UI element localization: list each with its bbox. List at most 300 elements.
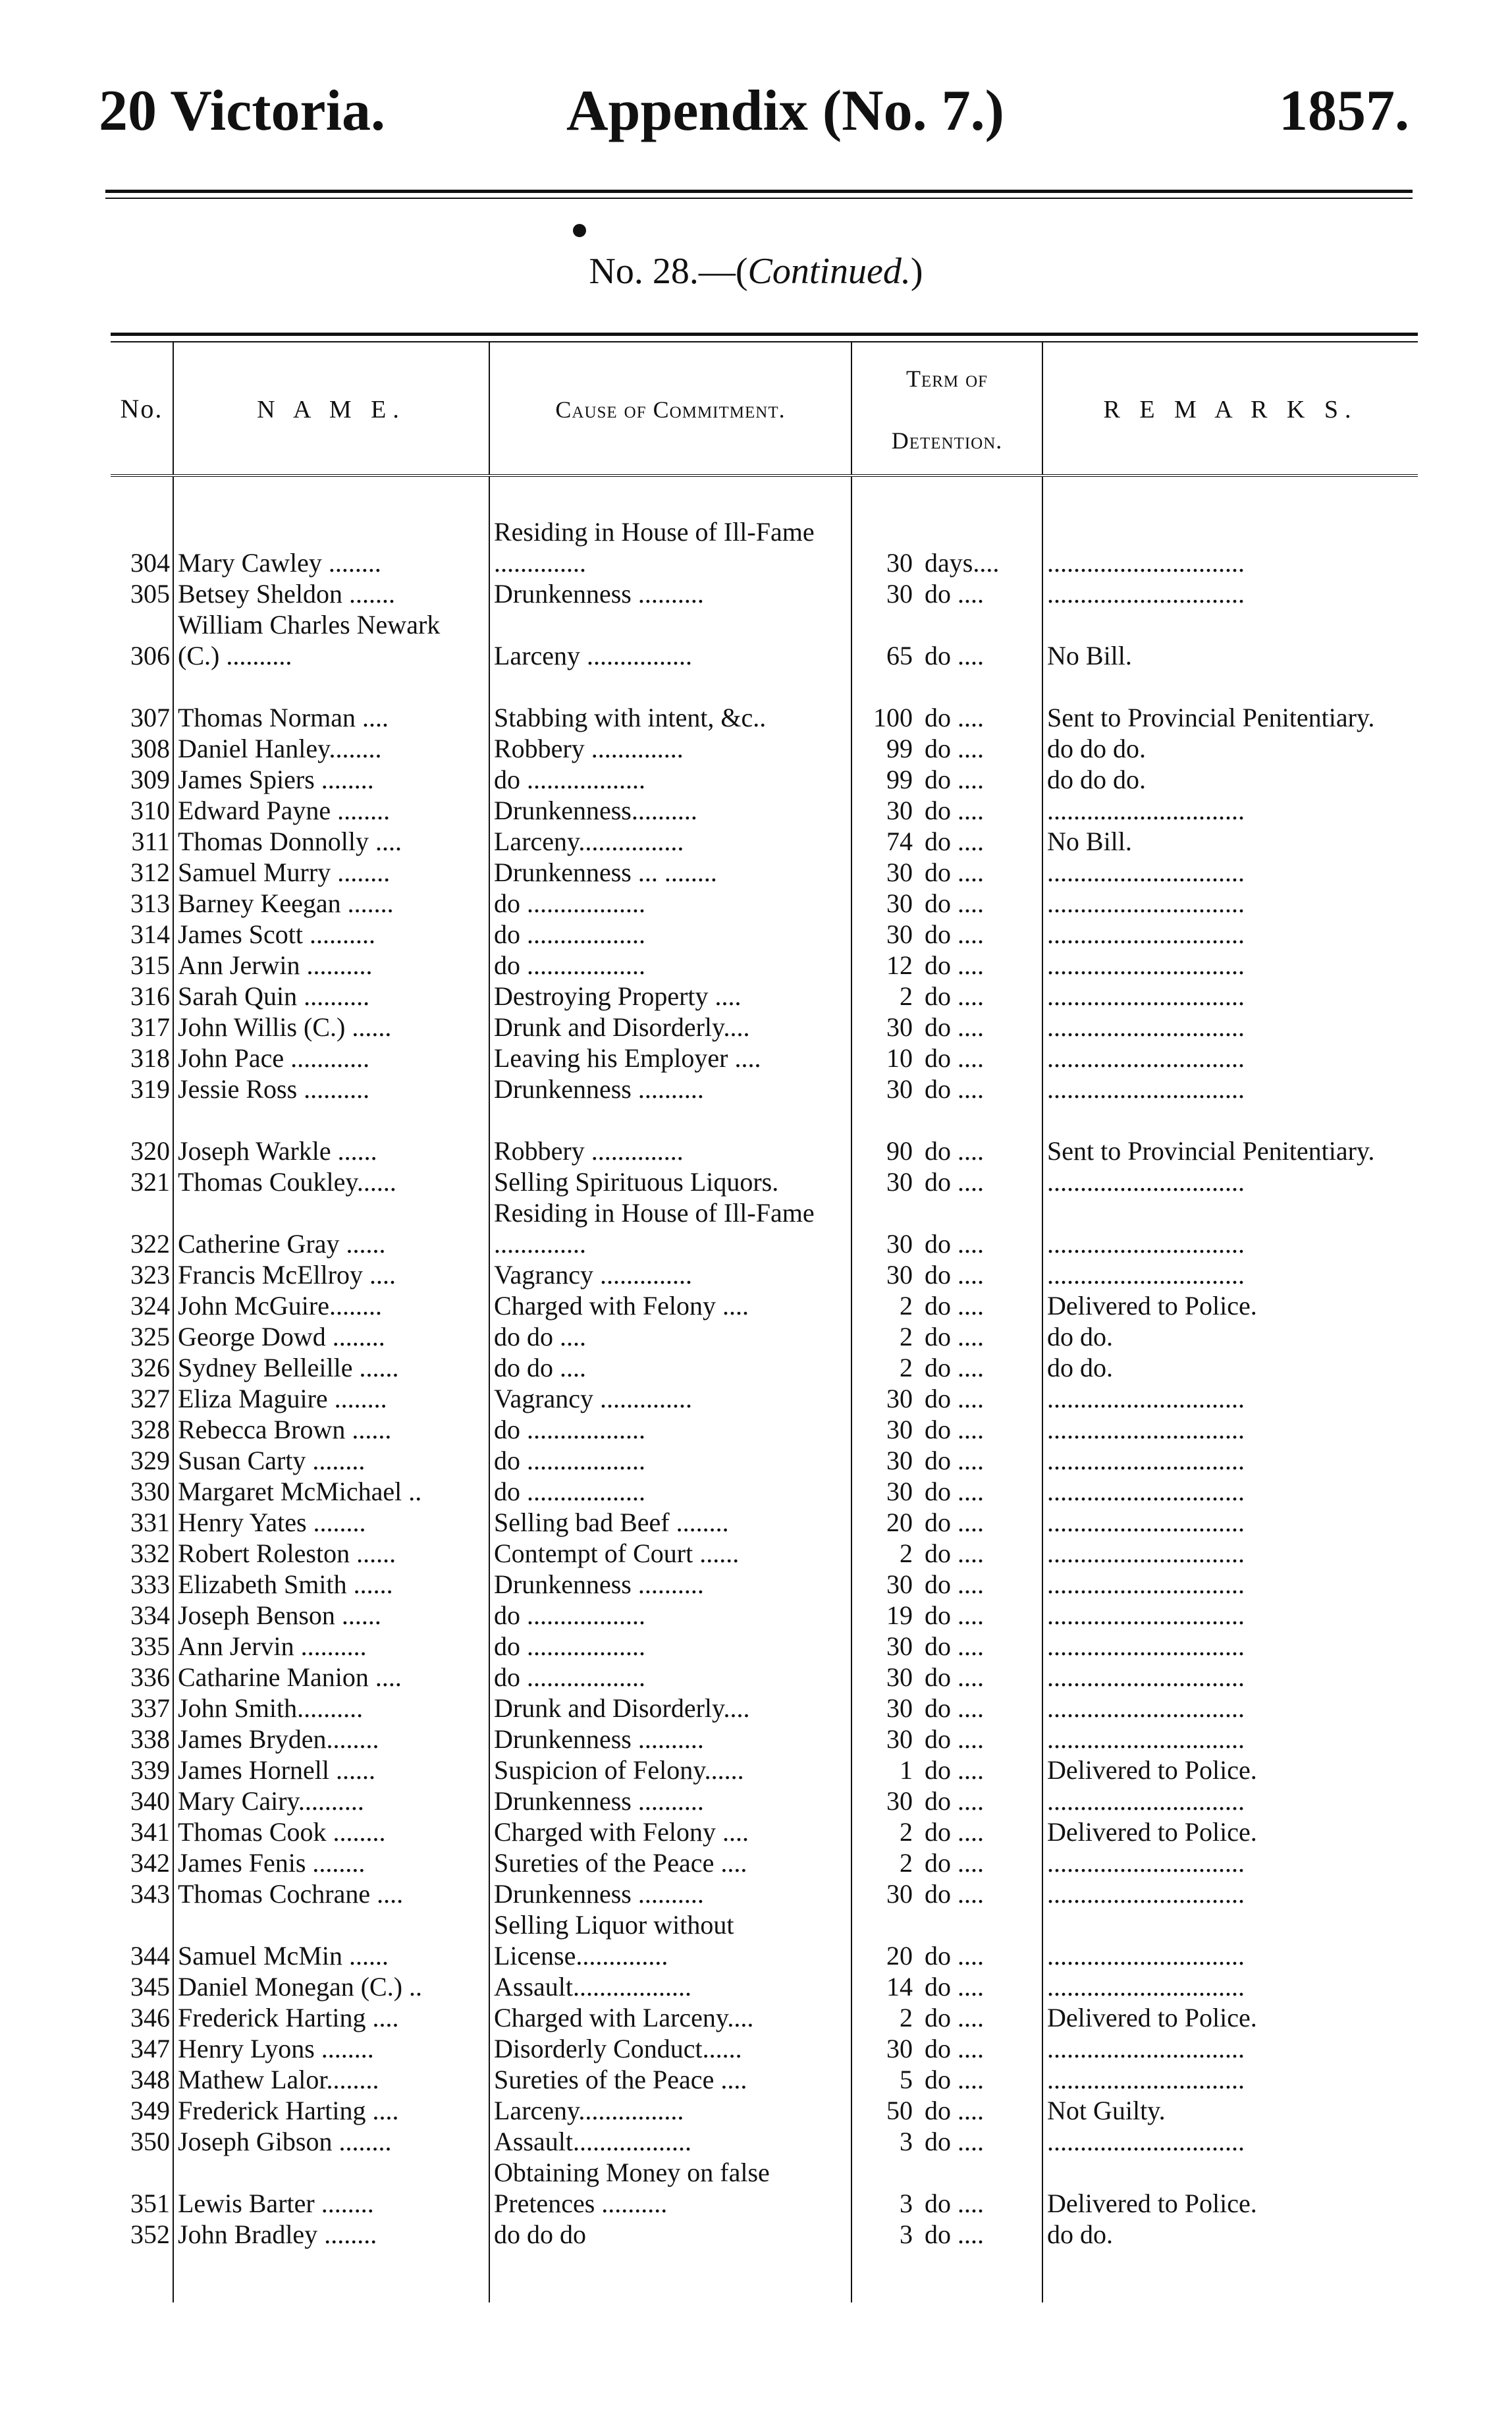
row-name: James Spiers ........ <box>173 764 489 795</box>
row-number: 325 <box>111 1321 173 1352</box>
table-row <box>111 1104 1418 1166</box>
row-number: 347 <box>111 2033 173 2064</box>
term-unit: do .... <box>925 796 984 825</box>
term-value: 30 <box>886 548 913 578</box>
row-name: Joseph Gibson ........ <box>173 2126 489 2157</box>
row-name: Samuel McMin ...... <box>173 1909 489 1971</box>
row-term <box>851 1755 1042 1785</box>
term-unit: do .... <box>925 2096 984 2125</box>
row-name: John Bradley ........ <box>173 2219 489 2250</box>
row-number: 346 <box>111 2002 173 2033</box>
row-number: 315 <box>111 950 173 981</box>
term-value: 2 <box>900 1353 913 1382</box>
row-remarks: Delivered to Police. <box>1047 1755 1257 1785</box>
term-value: 30 <box>886 1415 913 1444</box>
term-value: 30 <box>886 1477 913 1506</box>
row-remarks: .............................. <box>1047 1724 1245 1754</box>
term-unit: do .... <box>925 1167 984 1197</box>
row-name: Samuel Murry ........ <box>173 857 489 888</box>
term-unit: do .... <box>925 919 984 949</box>
row-name: Henry Lyons ........ <box>173 2033 489 2064</box>
row-cause: Drunkenness .......... <box>489 1878 851 1909</box>
row-cause: Drunkenness .......... <box>489 1724 851 1755</box>
row-term <box>851 888 1042 919</box>
term-value: 30 <box>886 1724 913 1754</box>
row-name: Barney Keegan ....... <box>173 888 489 919</box>
row-term <box>851 1074 1042 1104</box>
row-cause: Destroying Property .... <box>489 981 851 1012</box>
row-cause: Larceny................ <box>489 826 851 857</box>
row-remarks: .............................. <box>1047 1662 1245 1692</box>
row-term <box>851 795 1042 826</box>
term-value: 20 <box>886 1508 913 1537</box>
row-cause: Vagrancy .............. <box>489 1259 851 1290</box>
row-remarks: .............................. <box>1047 1415 1245 1444</box>
term-unit: do .... <box>925 1941 984 1971</box>
term-value: 3 <box>900 2127 913 2156</box>
row-number: 339 <box>111 1755 173 1785</box>
row-remarks: Delivered to Police. <box>1047 2189 1257 2218</box>
row-name: Daniel Hanley........ <box>173 733 489 764</box>
row-remarks: do do. <box>1047 1322 1113 1351</box>
row-name: Francis McEllroy .... <box>173 1259 489 1290</box>
row-remarks: .............................. <box>1047 1848 1245 1878</box>
row-name: Thomas Donnolly .... <box>173 826 489 857</box>
row-remarks: .............................. <box>1047 888 1245 918</box>
row-term <box>851 1352 1042 1383</box>
table-row <box>111 857 1418 888</box>
col-header-name: N A M E. <box>173 342 489 476</box>
row-number: 321 <box>111 1166 173 1197</box>
spacer-cell <box>1042 2250 1418 2302</box>
row-term <box>851 2126 1042 2157</box>
row-term <box>851 1321 1042 1352</box>
term-unit: do .... <box>925 1415 984 1444</box>
row-remarks: .............................. <box>1047 1631 1245 1661</box>
term-value: 2 <box>900 1538 913 1568</box>
table-row <box>111 476 1418 578</box>
table-row <box>111 1847 1418 1878</box>
row-name: George Dowd ........ <box>173 1321 489 1352</box>
table-row <box>111 1662 1418 1693</box>
row-number: 343 <box>111 1878 173 1909</box>
term-unit: do .... <box>925 1786 984 1816</box>
table-row <box>111 1878 1418 1909</box>
row-remarks: .............................. <box>1047 1879 1245 1909</box>
term-unit: do .... <box>925 981 984 1011</box>
row-cause: Charged with Larceny.... <box>489 2002 851 2033</box>
row-name: Thomas Coukley...... <box>173 1166 489 1197</box>
row-name: Eliza Maguire ........ <box>173 1383 489 1414</box>
row-cause: Drunk and Disorderly.... <box>489 1693 851 1724</box>
term-unit: do .... <box>925 2065 984 2094</box>
table-row <box>111 1074 1418 1104</box>
row-number: 322 <box>111 1197 173 1259</box>
term-value: 30 <box>886 1693 913 1723</box>
term-unit: do .... <box>925 1879 984 1909</box>
row-number: 336 <box>111 1662 173 1693</box>
table-row <box>111 1259 1418 1290</box>
header-appendix: Appendix (No. 7.) <box>566 79 1004 143</box>
row-name: Rebecca Brown ...... <box>173 1414 489 1445</box>
term-value: 19 <box>886 1600 913 1630</box>
table-row <box>111 1352 1418 1383</box>
row-remarks: .............................. <box>1047 1012 1245 1042</box>
row-name: Frederick Harting .... <box>173 2095 489 2126</box>
row-remarks: .............................. <box>1047 1043 1245 1073</box>
term-unit: do .... <box>925 827 984 856</box>
term-value: 12 <box>886 950 913 980</box>
term-unit: days.... <box>925 548 1000 578</box>
row-number: 348 <box>111 2064 173 2095</box>
row-remarks: .............................. <box>1047 981 1245 1011</box>
row-remarks: .............................. <box>1047 548 1245 578</box>
row-term <box>851 578 1042 609</box>
table-row <box>111 1414 1418 1445</box>
row-name: James Scott .......... <box>173 919 489 950</box>
row-term <box>851 1476 1042 1507</box>
row-term <box>851 476 1042 578</box>
term-unit: do .... <box>925 1074 984 1104</box>
row-cause: Contempt of Court ...... <box>489 1538 851 1569</box>
row-cause: Selling Liquor without License.............. <box>489 1909 851 1971</box>
table-row <box>111 1043 1418 1074</box>
term-unit: do .... <box>925 1569 984 1599</box>
term-unit: do .... <box>925 1136 984 1166</box>
row-remarks: .............................. <box>1047 1972 1245 2001</box>
table-row <box>111 1693 1418 1724</box>
row-term <box>851 2095 1042 2126</box>
term-value: 30 <box>886 1569 913 1599</box>
row-cause: Selling bad Beef ........ <box>489 1507 851 1538</box>
row-number: 311 <box>111 826 173 857</box>
row-cause: Charged with Felony .... <box>489 1816 851 1847</box>
term-value: 14 <box>886 1972 913 2001</box>
row-name: Elizabeth Smith ...... <box>173 1569 489 1600</box>
row-remarks: .............................. <box>1047 1600 1245 1630</box>
term-unit: do .... <box>925 1600 984 1630</box>
row-name: John Willis (C.) ...... <box>173 1012 489 1043</box>
row-number: 331 <box>111 1507 173 1538</box>
row-number: 304 <box>111 476 173 578</box>
row-cause: do .................. <box>489 1631 851 1662</box>
header-rule-thick <box>105 190 1413 193</box>
row-name: John Smith.......... <box>173 1693 489 1724</box>
row-cause: Residing in House of Ill-Fame .............. <box>489 1197 851 1259</box>
row-number: 335 <box>111 1631 173 1662</box>
row-remarks: .............................. <box>1047 1538 1245 1568</box>
table-row <box>111 671 1418 733</box>
row-term <box>851 2033 1042 2064</box>
row-remarks: do do. <box>1047 1353 1113 1382</box>
row-number: 328 <box>111 1414 173 1445</box>
col-header-no: No. <box>111 342 173 476</box>
spacer-cell <box>173 2250 489 2302</box>
row-name: Susan Carty ........ <box>173 1445 489 1476</box>
term-value: 30 <box>886 1384 913 1413</box>
table-row <box>111 1507 1418 1538</box>
row-name: Mathew Lalor........ <box>173 2064 489 2095</box>
term-value: 20 <box>886 1941 913 1971</box>
row-term <box>851 2157 1042 2219</box>
row-term <box>851 1197 1042 1259</box>
row-cause: Larceny................ <box>489 2095 851 2126</box>
header-session: 20 Victoria. <box>99 79 386 143</box>
term-value: 30 <box>886 1879 913 1909</box>
term-unit: do .... <box>925 888 984 918</box>
table-row <box>111 1631 1418 1662</box>
col-header-remarks: R E M A R K S. <box>1042 342 1418 476</box>
term-unit: do .... <box>925 1538 984 1568</box>
term-value: 30 <box>886 1631 913 1661</box>
row-term <box>851 1290 1042 1321</box>
term-value: 2 <box>900 1291 913 1320</box>
row-term <box>851 1259 1042 1290</box>
row-remarks: .............................. <box>1047 796 1245 825</box>
row-cause: do .................. <box>489 1662 851 1693</box>
term-unit: do .... <box>925 1477 984 1506</box>
table-row <box>111 2002 1418 2033</box>
row-number: 350 <box>111 2126 173 2157</box>
term-unit: do .... <box>925 1662 984 1692</box>
row-remarks: .............................. <box>1047 2034 1245 2063</box>
row-remarks: .............................. <box>1047 950 1245 980</box>
table-row <box>111 1755 1418 1785</box>
term-value: 100 <box>873 703 913 732</box>
row-term <box>851 1909 1042 1971</box>
row-cause: Disorderly Conduct...... <box>489 2033 851 2064</box>
row-cause: Robbery .............. <box>489 733 851 764</box>
term-value: 2 <box>900 1848 913 1878</box>
row-remarks: .............................. <box>1047 919 1245 949</box>
row-cause: Vagrancy .............. <box>489 1383 851 1414</box>
row-remarks: No Bill. <box>1047 827 1132 856</box>
term-value: 30 <box>886 919 913 949</box>
row-term <box>851 1569 1042 1600</box>
row-name: Sarah Quin .......... <box>173 981 489 1012</box>
term-unit: do .... <box>925 858 984 887</box>
row-remarks: .............................. <box>1047 1167 1245 1197</box>
row-term <box>851 1878 1042 1909</box>
row-cause: Drunkenness .......... <box>489 1074 851 1104</box>
table-row <box>111 1290 1418 1321</box>
term-unit: do .... <box>925 1848 984 1878</box>
row-cause: Drunkenness .......... <box>489 578 851 609</box>
row-remarks: No Bill. <box>1047 641 1132 670</box>
row-cause: do .................. <box>489 1414 851 1445</box>
row-cause: Stabbing with intent, &c.. <box>489 671 851 733</box>
table-header-row <box>111 342 1418 476</box>
row-remarks: Delivered to Police. <box>1047 1817 1257 1847</box>
term-unit: do .... <box>925 2127 984 2156</box>
row-number: 332 <box>111 1538 173 1569</box>
ink-dot <box>573 224 586 237</box>
table-row <box>111 2033 1418 2064</box>
table-body <box>111 476 1418 2302</box>
row-cause: Sureties of the Peace .... <box>489 1847 851 1878</box>
term-value: 50 <box>886 2096 913 2125</box>
row-number: 323 <box>111 1259 173 1290</box>
term-value: 5 <box>900 2065 913 2094</box>
term-value: 30 <box>886 858 913 887</box>
term-value: 74 <box>886 827 913 856</box>
term-unit: do .... <box>925 1260 984 1290</box>
row-cause: do .................. <box>489 1600 851 1631</box>
row-number: 320 <box>111 1104 173 1166</box>
row-remarks: .............................. <box>1047 858 1245 887</box>
row-cause: Charged with Felony .... <box>489 1290 851 1321</box>
table-row <box>111 795 1418 826</box>
row-number: 309 <box>111 764 173 795</box>
row-cause: Robbery .............. <box>489 1104 851 1166</box>
row-cause: do .................. <box>489 1476 851 1507</box>
row-cause: Drunkenness.......... <box>489 795 851 826</box>
row-name: Thomas Norman .... <box>173 671 489 733</box>
row-term <box>851 2219 1042 2250</box>
col-header-cause: Cause of Commitment. <box>489 342 851 476</box>
row-term <box>851 1693 1042 1724</box>
row-name: Joseph Benson ...... <box>173 1600 489 1631</box>
term-value: 10 <box>886 1043 913 1073</box>
row-term <box>851 1104 1042 1166</box>
row-name: John McGuire........ <box>173 1290 489 1321</box>
row-cause: Assault.................. <box>489 1971 851 2002</box>
term-value: 3 <box>900 2219 913 2249</box>
row-cause: Suspicion of Felony...... <box>489 1755 851 1785</box>
row-term <box>851 671 1042 733</box>
row-term <box>851 2064 1042 2095</box>
term-unit: do .... <box>925 1446 984 1475</box>
term-unit: do .... <box>925 1693 984 1723</box>
row-cause: Sureties of the Peace .... <box>489 2064 851 2095</box>
row-number: 341 <box>111 1816 173 1847</box>
header-rule-thin <box>105 198 1413 199</box>
table-row <box>111 1445 1418 1476</box>
table-row <box>111 826 1418 857</box>
row-name: John Pace ............ <box>173 1043 489 1074</box>
row-number: 316 <box>111 981 173 1012</box>
row-remarks: .............................. <box>1047 579 1245 609</box>
row-cause: Assault.................. <box>489 2126 851 2157</box>
row-number: 317 <box>111 1012 173 1043</box>
subtitle-prefix: No. 28.—( <box>589 251 748 292</box>
table-bottom-space <box>111 2250 1418 2302</box>
row-term <box>851 1724 1042 1755</box>
header-year: 1857. <box>1279 79 1409 143</box>
term-value: 30 <box>886 888 913 918</box>
row-name: James Hornell ...... <box>173 1755 489 1785</box>
row-remarks: .............................. <box>1047 1074 1245 1104</box>
term-unit: do .... <box>925 579 984 609</box>
row-number: 340 <box>111 1785 173 1816</box>
row-number: 314 <box>111 919 173 950</box>
table-row <box>111 733 1418 764</box>
row-number: 345 <box>111 1971 173 2002</box>
row-number: 305 <box>111 578 173 609</box>
row-number: 327 <box>111 1383 173 1414</box>
row-number: 324 <box>111 1290 173 1321</box>
term-unit: do .... <box>925 1353 984 1382</box>
row-remarks: .............................. <box>1047 2065 1245 2094</box>
row-term <box>851 1600 1042 1631</box>
row-term <box>851 609 1042 671</box>
row-name: Catherine Gray ...... <box>173 1197 489 1259</box>
table-row <box>111 1476 1418 1507</box>
row-term <box>851 1538 1042 1569</box>
row-cause: do do do <box>489 2219 851 2250</box>
row-term <box>851 950 1042 981</box>
row-cause: Drunk and Disorderly.... <box>489 1012 851 1043</box>
row-number: 307 <box>111 671 173 733</box>
row-remarks: .............................. <box>1047 2127 1245 2156</box>
row-term <box>851 1445 1042 1476</box>
spacer-cell <box>851 2250 1042 2302</box>
term-value: 30 <box>886 1786 913 1816</box>
row-remarks: .............................. <box>1047 1229 1245 1259</box>
row-number: 351 <box>111 2157 173 2219</box>
row-remarks: .............................. <box>1047 1508 1245 1537</box>
row-cause: do do .... <box>489 1321 851 1352</box>
row-cause: do .................. <box>489 764 851 795</box>
row-name: Sydney Belleille ...... <box>173 1352 489 1383</box>
row-number: 312 <box>111 857 173 888</box>
term-value: 99 <box>886 765 913 794</box>
row-number: 333 <box>111 1569 173 1600</box>
term-unit: do .... <box>925 950 984 980</box>
row-cause: Larceny ................ <box>489 609 851 671</box>
term-value: 30 <box>886 1260 913 1290</box>
table-rule-thick <box>111 333 1418 336</box>
table-row <box>111 1816 1418 1847</box>
term-unit: do .... <box>925 641 984 670</box>
term-unit: do .... <box>925 1229 984 1259</box>
row-number: 342 <box>111 1847 173 1878</box>
row-name: Ann Jervin .......... <box>173 1631 489 1662</box>
row-term <box>851 1847 1042 1878</box>
term-unit: do .... <box>925 1972 984 2001</box>
term-unit: do .... <box>925 1755 984 1785</box>
row-number: 329 <box>111 1445 173 1476</box>
table-row <box>111 1383 1418 1414</box>
term-unit: do .... <box>925 734 984 763</box>
term-unit: do .... <box>925 703 984 732</box>
row-remarks: .............................. <box>1047 1941 1245 1971</box>
row-remarks: .............................. <box>1047 1446 1245 1475</box>
term-value: 2 <box>900 2003 913 2032</box>
term-value: 30 <box>886 2034 913 2063</box>
table-row <box>111 2064 1418 2095</box>
row-number: 308 <box>111 733 173 764</box>
row-cause: Residing in House of Ill-Fame .............. <box>489 476 851 578</box>
table-row <box>111 1166 1418 1197</box>
commitment-table-wrap <box>111 333 1418 2302</box>
row-name: Frederick Harting .... <box>173 2002 489 2033</box>
row-name: Lewis Barter ........ <box>173 2157 489 2219</box>
row-name: Ann Jerwin .......... <box>173 950 489 981</box>
row-number: 352 <box>111 2219 173 2250</box>
table-row <box>111 888 1418 919</box>
row-cause: Drunkenness ... ........ <box>489 857 851 888</box>
row-term <box>851 2002 1042 2033</box>
row-cause: Obtaining Money on false Pretences .......... <box>489 2157 851 2219</box>
row-remarks: .............................. <box>1047 1260 1245 1290</box>
row-number: 338 <box>111 1724 173 1755</box>
table-row <box>111 1909 1418 1971</box>
row-name: Jessie Ross .......... <box>173 1074 489 1104</box>
table-row <box>111 1569 1418 1600</box>
row-term <box>851 857 1042 888</box>
term-value: 30 <box>886 579 913 609</box>
